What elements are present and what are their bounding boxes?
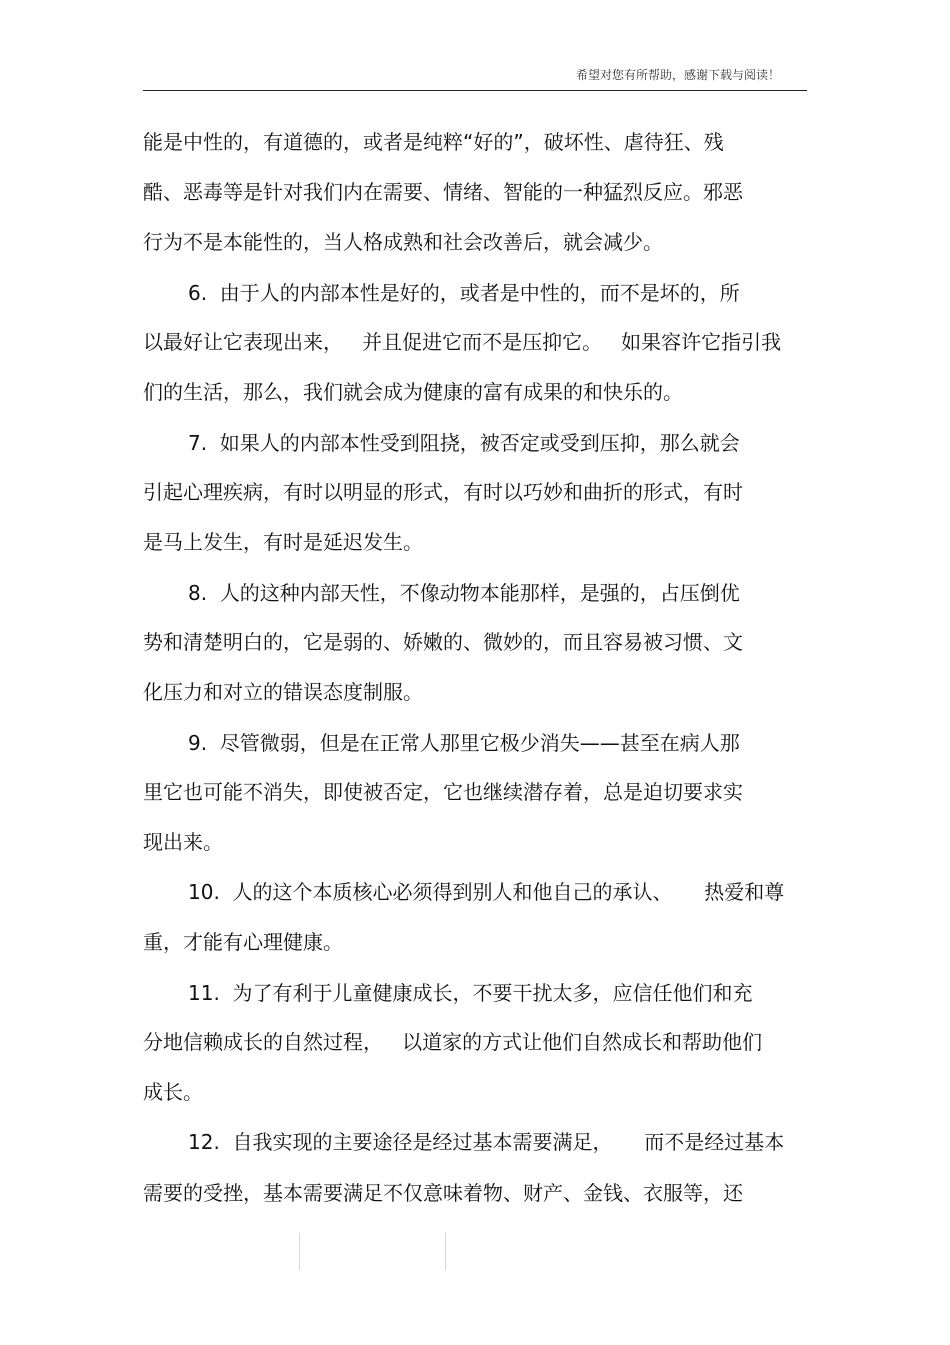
- text-line: 分地信赖成长的自然过程， 以道家的方式让他们自然成长和帮助他们: [143, 1030, 763, 1054]
- text-line: 能是中性的，有道德的，或者是纯粹“好的”，破坏性、虐待狂、残: [143, 130, 724, 154]
- text-line: 现出来。: [143, 830, 223, 854]
- text-line: 7. 如果人的内部本性受到阻挠，被否定或受到压抑，那么就会: [188, 431, 740, 455]
- text-line: 6. 由于人的内部本性是好的，或者是中性的，而不是坏的，所: [188, 281, 740, 305]
- text-line: 势和清楚明白的，它是弱的、娇嫩的、微妙的，而且容易被习惯、文: [143, 630, 743, 654]
- text-line: 酷、恶毒等是针对我们内在需要、情绪、智能的一种猛烈反应。邪恶: [143, 180, 743, 204]
- text-line: 化压力和对立的错误态度制服。: [143, 680, 423, 704]
- text-line: 里它也可能不消失，即使被否定，它也继续潜存着，总是迫切要求实: [143, 780, 743, 804]
- vertical-divider: [299, 1233, 300, 1270]
- header-divider: [143, 90, 807, 91]
- text-line: 引起心理疾病，有时以明显的形式，有时以巧妙和曲折的形式，有时: [143, 480, 743, 504]
- text-line: 以最好让它表现出来， 并且促进它而不是压抑它。 如果容许它指引我: [143, 330, 782, 354]
- text-line: 10. 人的这个本质核心必须得到别人和他自己的承认、 热爱和尊: [188, 880, 785, 904]
- text-line: 行为不是本能性的，当人格成熟和社会改善后，就会减少。: [143, 230, 663, 254]
- text-line: 们的生活，那么，我们就会成为健康的富有成果的和快乐的。: [143, 380, 683, 404]
- vertical-divider: [445, 1233, 446, 1270]
- text-line: 11. 为了有利于儿童健康成长，不要干扰太多，应信任他们和充: [188, 981, 753, 1005]
- text-line: 9. 尽管微弱，但是在正常人那里它极少消失——甚至在病人那: [188, 731, 740, 755]
- text-line: 12. 自我实现的主要途径是经过基本需要满足， 而不是经过基本: [188, 1130, 785, 1154]
- text-line: 成长。: [143, 1080, 203, 1104]
- text-line: 重，才能有心理健康。: [143, 930, 343, 954]
- text-line: 需要的受挫，基本需要满足不仅意味着物、财产、金钱、衣服等，还: [143, 1181, 743, 1205]
- text-line: 是马上发生，有时是延迟发生。: [143, 530, 423, 554]
- text-line: 8. 人的这种内部天性，不像动物本能那样，是强的，占压倒优: [188, 581, 740, 605]
- page-header-text: 希望对您有所帮助，感谢下载与阅读！: [575, 68, 780, 82]
